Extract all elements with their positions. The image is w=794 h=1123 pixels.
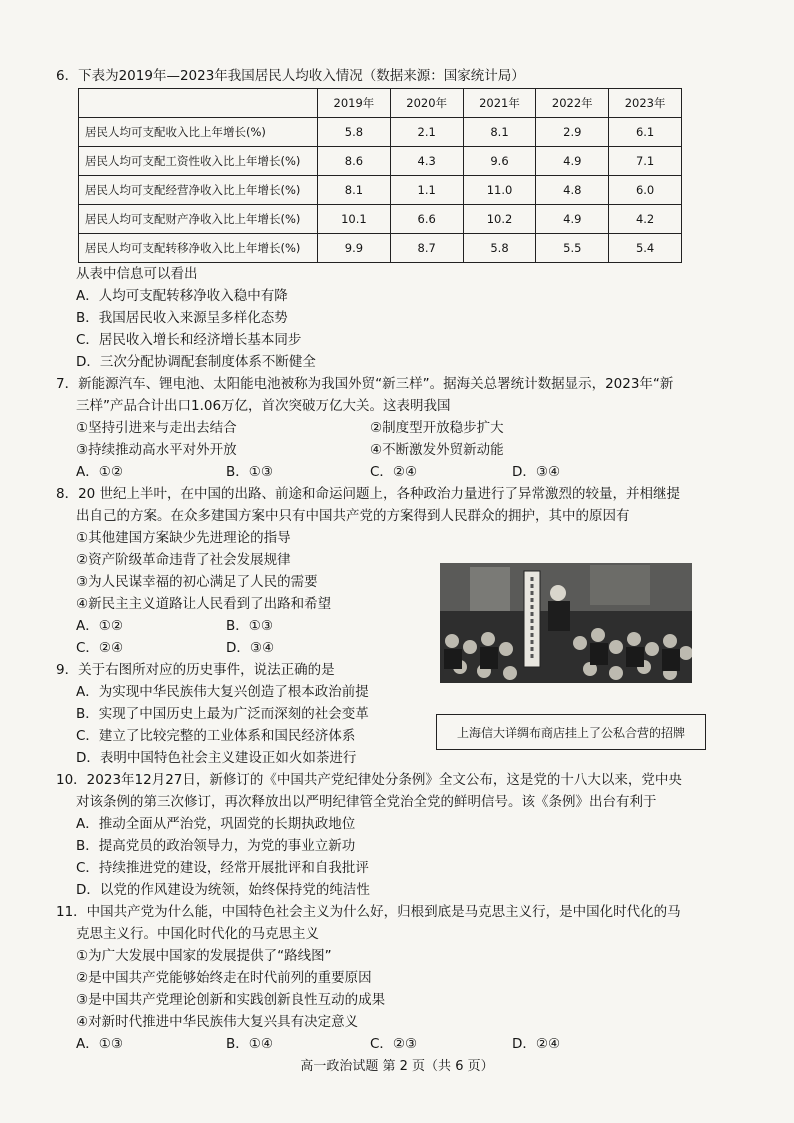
row-label: 居民人均可支配转移净收入比上年增长(%) — [79, 234, 318, 263]
option-d: D．②④ — [512, 1036, 561, 1052]
row-label: 居民人均可支配经营净收入比上年增长(%) — [79, 176, 318, 205]
row-label: 居民人均可支配工资性收入比上年增长(%) — [79, 147, 318, 176]
question-6-stem: 从表中信息可以看出 — [76, 266, 198, 282]
statement-1: ①为广大发展中国家的发展提供了“路线图” — [76, 948, 332, 964]
table-row — [79, 147, 682, 176]
table-cell: 5.4 — [609, 234, 682, 263]
statement-4: ④不断激发外贸新动能 — [370, 442, 504, 458]
option-b: B．①④ — [226, 1036, 273, 1052]
statement-3: ③持续推动高水平对外开放 — [76, 442, 237, 458]
option-b: B．提高党员的政治领导力，为党的事业立新功 — [76, 838, 356, 854]
table-row — [79, 234, 682, 263]
table-cell: 6.0 — [609, 176, 682, 205]
option-b: B．①③ — [226, 618, 273, 634]
option-a: A．推动全面从严治党，巩固党的长期执政地位 — [76, 816, 356, 832]
table-cell: 8.1 — [318, 176, 391, 205]
option-a: A．为实现中华民族伟大复兴创造了根本政治前提 — [76, 684, 369, 700]
table-row — [79, 205, 682, 234]
historical-photo — [440, 563, 692, 683]
table-cell: 5.8 — [463, 234, 536, 263]
option-c: C．居民收入增长和经济增长基本同步 — [76, 332, 302, 348]
statement-1: ①其他建国方案缺少先进理论的指导 — [76, 530, 291, 546]
option-a: A．人均可支配转移净收入稳中有降 — [76, 288, 288, 304]
question-6-title: 6．下表为2019年—2023年我国居民人均收入情况（数据来源：国家统计局） — [56, 68, 525, 84]
question-9-title: 9．关于右图所对应的历史事件，说法正确的是 — [56, 662, 335, 678]
statement-1: ①坚持引进来与走出去结合 — [76, 420, 237, 436]
statement-4: ④新民主主义道路让人民看到了出路和希望 — [76, 596, 332, 612]
table-cell: 4.9 — [536, 205, 609, 234]
statement-2: ②是中国共产党能够始终走在时代前列的重要原因 — [76, 970, 372, 986]
table-cell: 4.9 — [536, 147, 609, 176]
statement-2: ②制度型开放稳步扩大 — [370, 420, 504, 436]
table-cell: 7.1 — [609, 147, 682, 176]
option-c: C．②③ — [370, 1036, 418, 1052]
table-cell: 1.1 — [390, 176, 463, 205]
table-cell: 8.1 — [463, 118, 536, 147]
table-cell: 9.9 — [318, 234, 391, 263]
table-row — [79, 176, 682, 205]
table-cell: 4.3 — [390, 147, 463, 176]
table-header-year: 2020年 — [390, 89, 463, 118]
question-10-line-1: 10．2023年12月27日，新修订的《中国共产党纪律处分条例》全文公布，这是党的十八大以来，党中央 — [56, 772, 682, 788]
photo-caption-text: 上海信大详绸布商店挂上了公私合营的招牌 — [456, 725, 685, 740]
option-d: D．三次分配协调配套制度体系不断健全 — [76, 354, 316, 370]
option-c: C．②④ — [370, 464, 418, 480]
option-a: A．①② — [76, 618, 123, 634]
option-c: C．建立了比较完整的工业体系和国民经济体系 — [76, 728, 356, 744]
question-11-line-1: 11．中国共产党为什么能，中国特色社会主义为什么好，归根到底是马克思主义行，是中国化时代化的马 — [56, 904, 681, 920]
row-label: 居民人均可支配收入比上年增长(%) — [79, 118, 318, 147]
table-row — [79, 118, 682, 147]
table-cell: 10.2 — [463, 205, 536, 234]
option-b: B．①③ — [226, 464, 273, 480]
page-footer: 高一政治试题 第 2 页（共 6 页） — [300, 1059, 494, 1074]
option-b: B．实现了中国历史上最为广泛而深刻的社会变革 — [76, 706, 369, 722]
option-c: C．②④ — [76, 640, 124, 656]
statement-3: ③为人民谋幸福的初心满足了人民的需要 — [76, 574, 318, 590]
option-b: B．我国居民收入来源呈多样化态势 — [76, 310, 288, 326]
table-cell: 8.6 — [318, 147, 391, 176]
table-cell: 10.1 — [318, 205, 391, 234]
table-header-year: 2021年 — [463, 89, 536, 118]
table-header-year: 2022年 — [536, 89, 609, 118]
statement-4: ④对新时代推进中华民族伟大复兴具有决定意义 — [76, 1014, 359, 1030]
question-8-line-1: 8．20 世纪上半叶，在中国的出路、前途和命运问题上，各种政治力量进行了异常激烈的较量，并相继提 — [56, 486, 681, 502]
question-8-line-2: 出自己的方案。在众多建国方案中只有中国共产党的方案得到人民群众的拥护，其中的原因有 — [76, 508, 630, 524]
table-header-year: 2019年 — [318, 89, 391, 118]
option-d: D．表明中国特色社会主义建设正如火如荼进行 — [76, 750, 357, 766]
table-header-year: 2023年 — [609, 89, 682, 118]
option-a: A．①③ — [76, 1036, 123, 1052]
option-d: D．以党的作风建设为统领，始终保持党的纯洁性 — [76, 882, 370, 898]
option-d: D．③④ — [226, 640, 275, 656]
option-a: A．①② — [76, 464, 123, 480]
table-cell: 4.8 — [536, 176, 609, 205]
table-cell: 11.0 — [463, 176, 536, 205]
question-7-line-1: 7．新能源汽车、锂电池、太阳能电池被称为我国外贸“新三样”。据海关总署统计数据显示，2023年“新 — [56, 376, 674, 392]
photo-caption — [436, 714, 706, 750]
question-10-line-2: 对该条例的第三次修订，再次释放出以严明纪律管全党治全党的鲜明信号。该《条例》出台有利于 — [76, 794, 657, 810]
table-cell: 4.2 — [609, 205, 682, 234]
table-header-row — [79, 89, 682, 118]
table-cell: 9.6 — [463, 147, 536, 176]
table-cell: 2.1 — [390, 118, 463, 147]
table-cell: 2.9 — [536, 118, 609, 147]
statement-3: ③是中国共产党理论创新和实践创新良性互动的成果 — [76, 992, 386, 1008]
question-7-line-2: 三样”产品合计出口1.06万亿，首次突破万亿大关。这表明我国 — [76, 398, 451, 414]
option-c: C．持续推进党的建设，经常开展批评和自我批评 — [76, 860, 369, 876]
table-cell: 6.6 — [390, 205, 463, 234]
table-corner-cell — [79, 89, 318, 118]
statement-2: ②资产阶级革命违背了社会发展规律 — [76, 552, 291, 568]
option-d: D．③④ — [512, 464, 561, 480]
table-cell: 5.8 — [318, 118, 391, 147]
row-label: 居民人均可支配财产净收入比上年增长(%) — [79, 205, 318, 234]
question-11-line-2: 克思主义行。中国化时代化的马克思主义 — [76, 926, 319, 942]
income-table — [78, 88, 682, 263]
table-cell: 8.7 — [390, 234, 463, 263]
table-cell: 5.5 — [536, 234, 609, 263]
table-cell: 6.1 — [609, 118, 682, 147]
